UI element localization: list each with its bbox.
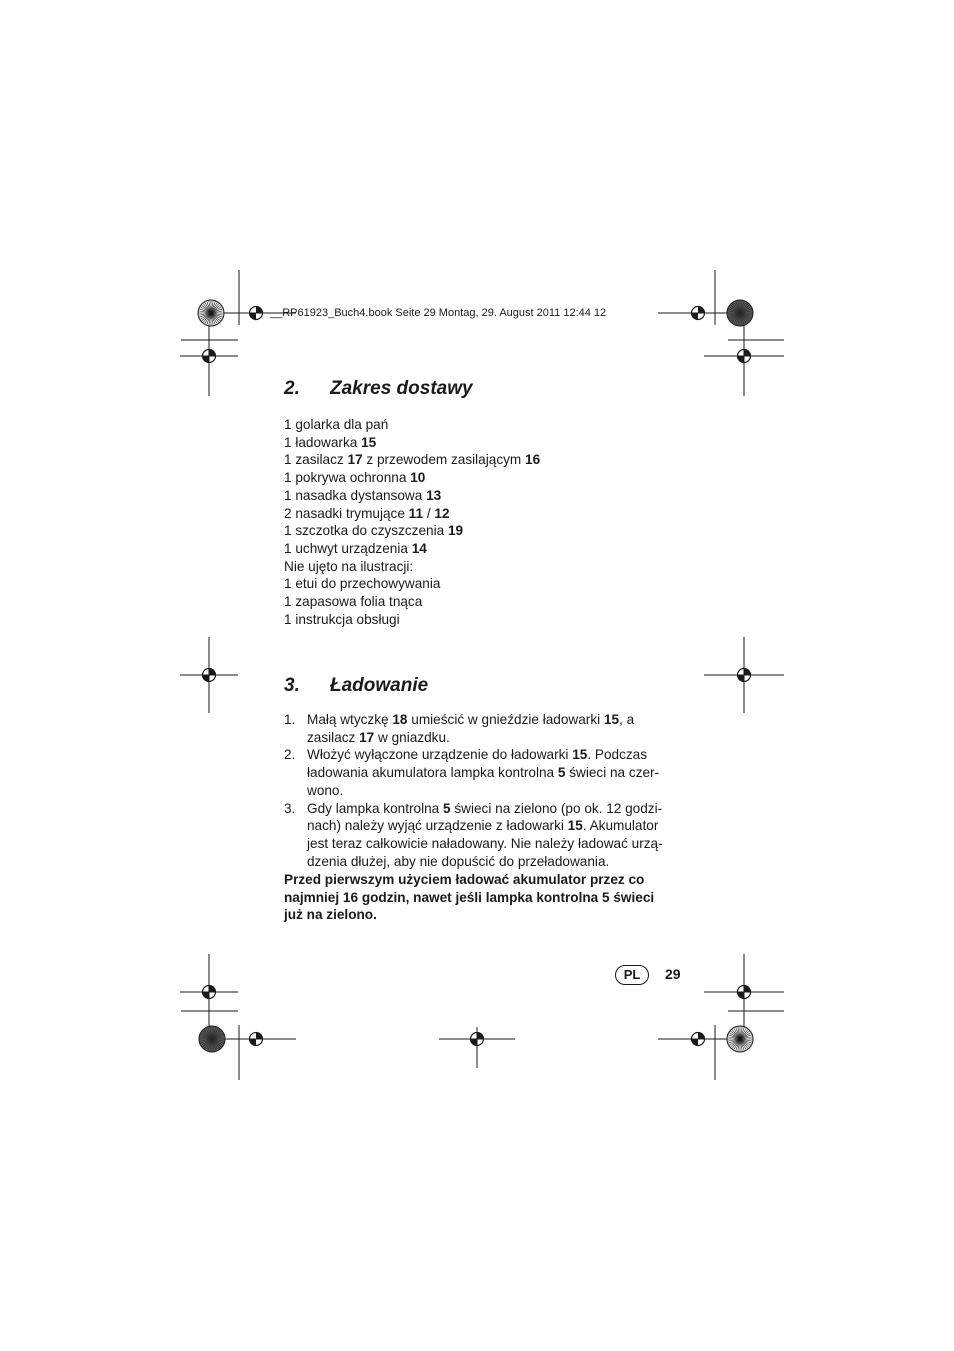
item-text: 1 pokrywa ochronna (284, 470, 411, 486)
part-reference: 10 (410, 470, 426, 486)
step-text: świeci na zielono (po ok. 12 godzi- (450, 800, 663, 816)
part-reference: 17 (359, 729, 375, 745)
item-text: / (423, 505, 435, 521)
part-reference: 14 (411, 540, 427, 556)
item-text: 1 szczotka do czyszczenia (284, 523, 448, 539)
color-target-icon (199, 1026, 225, 1052)
warning-line: Przed pierwszym użyciem ładować akumulator przez co (284, 872, 645, 887)
part-reference: 18 (392, 712, 408, 727)
item-text: 1 zapasowa folia tnąca (284, 594, 423, 610)
step-text: nach) należy wyjąć urządzenie z ładowarki (307, 818, 568, 834)
step-text: ładowania akumulatora lampka kontrolna (307, 765, 558, 781)
section-heading-charging (284, 675, 428, 697)
step-line (307, 764, 689, 782)
step-text: dzenia dłużej, aby nie dopuścić do przeładowania. (307, 853, 610, 869)
delivery-list (284, 416, 540, 628)
step-text: świeci na czer- (565, 765, 660, 781)
registration-crosshair-icon (180, 954, 238, 1030)
part-reference: 5 (443, 800, 451, 816)
registration-crosshair-icon (658, 307, 738, 320)
step-text: jest teraz całkowicie naładowany. Nie należy ładować urzą- (307, 835, 663, 851)
list-item (284, 505, 540, 523)
list-item (284, 540, 540, 558)
book-header-line: __RP61923_Buch4.book Seite 29 Montag, 29. August 2011 12:44 12 (270, 307, 607, 319)
charging-step (284, 746, 689, 799)
step-line (307, 800, 689, 818)
item-text: 1 golarka dla pań (284, 417, 389, 432)
charging-step (284, 711, 689, 746)
part-reference: 11 (408, 505, 424, 521)
step-text: . Podczas (587, 747, 648, 763)
item-text: 1 etui do przechowywania (284, 576, 441, 592)
item-text: 1 uchwyt urządzenia (284, 540, 412, 556)
step-text: Małą wtyczkę (307, 712, 393, 727)
step-line (307, 817, 689, 835)
charging-steps (284, 711, 689, 870)
list-item (284, 434, 540, 452)
list-item (284, 469, 540, 487)
step-text: w gniazdku. (374, 729, 450, 745)
item-text: 1 instrukcja obsługi (284, 611, 400, 627)
language-badge: PL (615, 965, 649, 985)
part-reference: 5 (557, 765, 566, 781)
warning-line: najmniej 16 godzin, nawet jeśli lampka kontrolna 5 świeci (284, 889, 655, 905)
step-number: 3. (284, 800, 296, 816)
step-line (307, 729, 689, 747)
list-item (284, 575, 540, 593)
part-reference: 15 (603, 712, 620, 727)
registration-crosshair-icon (704, 637, 784, 713)
part-reference: 15 (572, 747, 588, 763)
part-reference: 13 (426, 487, 442, 503)
item-text: z przewodem zasilającym (362, 452, 526, 468)
step-line (307, 782, 689, 800)
list-item (284, 558, 540, 576)
section-number: 3. (284, 675, 300, 696)
page-number: 29 (665, 966, 681, 982)
step-line (307, 711, 689, 729)
item-text: 1 nasadka dystansowa (284, 487, 427, 503)
step-number: 2. (284, 747, 296, 763)
part-reference: 16 (525, 452, 541, 468)
registration-crosshair-icon (216, 1033, 296, 1046)
list-item (284, 487, 540, 505)
color-target-icon (727, 300, 753, 326)
part-reference: 17 (347, 452, 363, 468)
part-reference: 12 (434, 505, 450, 521)
charging-step (284, 800, 689, 871)
step-line (307, 746, 689, 764)
section-title: Zakres dostawy (330, 378, 473, 399)
section-title: Ładowanie (330, 675, 429, 696)
step-text: umieścić w gnieździe ładowarki (407, 712, 604, 727)
registration-crosshair-icon (704, 954, 784, 1030)
item-text: 1 ładowarka (284, 434, 362, 450)
registration-crosshair-icon (180, 637, 238, 713)
registration-crosshair-icon (704, 316, 784, 396)
item-text: 2 nasadki trymujące (284, 505, 409, 521)
item-text: 1 zasilacz (284, 452, 348, 468)
step-text: Gdy lampka kontrolna (307, 800, 444, 816)
section-number: 2. (284, 378, 300, 399)
step-text: . Akumulator (582, 818, 659, 834)
section-heading-delivery (284, 378, 473, 400)
color-target-icon (727, 1026, 753, 1052)
part-reference: 15 (361, 434, 377, 450)
list-item (284, 451, 540, 469)
warning-line: już na zielono. (284, 907, 377, 923)
registration-crosshair-icon (180, 316, 238, 396)
step-text: zasilacz (307, 729, 360, 745)
step-text: Włożyć wyłączone urządzenie do ładowarki (307, 747, 573, 763)
list-item (284, 416, 540, 434)
list-item (284, 593, 540, 611)
charging-warning (284, 871, 704, 924)
item-text: Nie ujęto na ilustracji: (284, 558, 414, 574)
part-reference: 15 (567, 818, 583, 834)
step-line (307, 853, 689, 871)
step-line (307, 835, 689, 853)
list-item (284, 522, 540, 540)
part-reference: 19 (447, 523, 464, 539)
list-item (284, 611, 540, 629)
step-number: 1. (284, 712, 296, 727)
step-text: , a (619, 712, 635, 727)
color-target-icon (198, 300, 224, 326)
step-text: wono. (307, 782, 344, 798)
registration-crosshair-icon (658, 1033, 738, 1046)
